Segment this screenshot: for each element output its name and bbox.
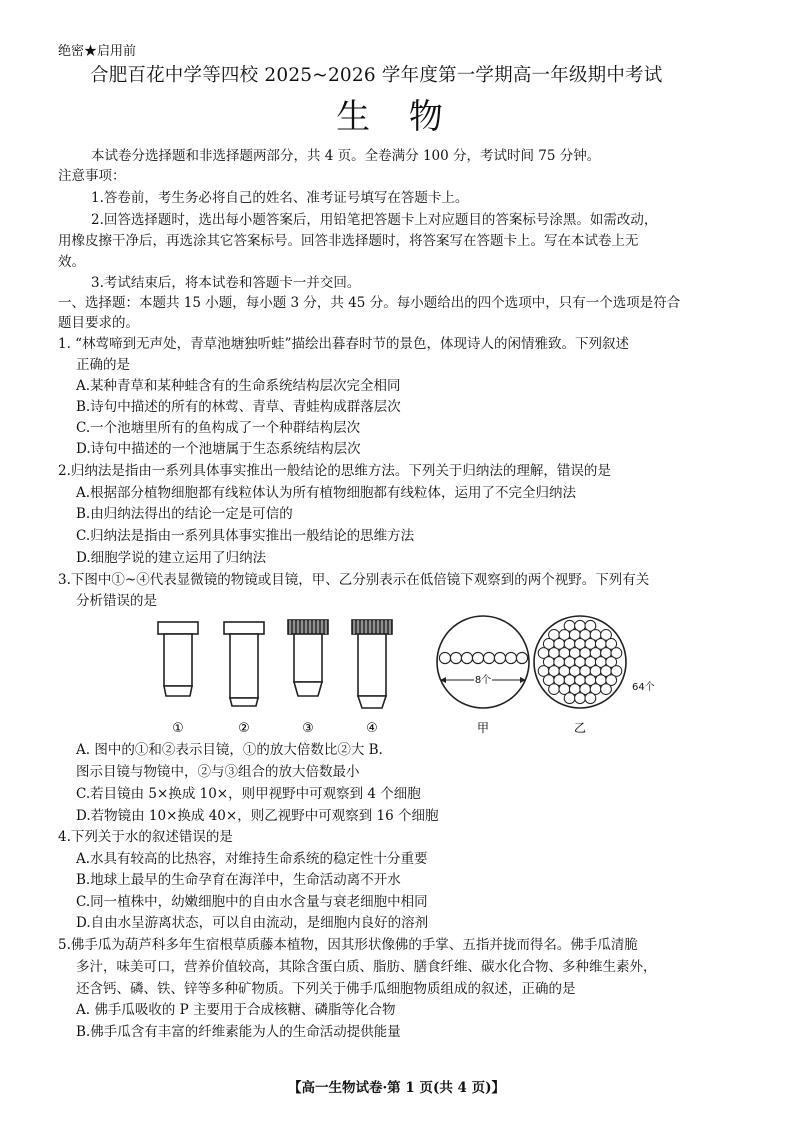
q2-stem: 2.归纳法是指由一系列具体事实推出一般结论的思维方法。下列关于归纳法的理解，错误的是 <box>58 463 611 479</box>
q4-stem: 4.下列关于水的叙述错误的是 <box>58 829 233 845</box>
section-1-line-1: 一、选择题：本题共 15 小题，每小题 3 分，共 45 分。每小题给出的四个选项中，只有一个选项是符合 <box>58 295 681 311</box>
notes-heading: 注意事项： <box>58 168 126 184</box>
lens-2-drawing <box>224 622 264 706</box>
cell <box>601 684 612 695</box>
microscope-figure <box>150 612 655 740</box>
subject-title: 生 物 <box>336 97 457 137</box>
field-yi-label: 乙 <box>573 721 587 735</box>
q4-option-a: A.水具有较高的比热容，对维持生命系统的稳定性十分重要 <box>76 851 428 867</box>
field-jia-count-label: 8个 <box>474 675 492 686</box>
q5-option-a: A. 佛手瓜吸收的 P 主要用于合成核糖、磷脂等化合物 <box>76 1002 396 1018</box>
note-2-line-2: 用橡皮擦干净后，再选涂其它答案标号。回答非选择题时，将答案写在答题卡上。写在本试卷上无 <box>58 233 639 249</box>
q2-option-b: B.由归纳法得出的结论一定是可信的 <box>76 506 293 522</box>
q3-option-c: C.若目镜由 5×换成 10×，则甲视野中可观察到 4 个细胞 <box>76 786 421 802</box>
field-yi <box>534 616 655 708</box>
q3-stem-line-2: 分析错误的是 <box>76 593 157 609</box>
q5-stem-line-1: 5.佛手瓜为葫芦科多年生宿根草质藤本植物，因其形状像佛的手掌、五指并拢而得名。佛手瓜清脆 <box>58 937 638 953</box>
cell <box>575 693 586 704</box>
note-1: 1.答卷前，考生务必将自己的姓名、准考证号填写在答题卡上。 <box>91 190 469 206</box>
q1-option-c: C.一个池塘里所有的鱼构成了一个种群结构层次 <box>76 420 361 436</box>
lens-4-label: ④ <box>366 721 378 736</box>
q3-stem-line-1: 3.下图中①~④代表显微镜的物镜或目镜，甲、乙分别表示在低倍镜下观察到的两个视野。下列有关 <box>58 572 650 588</box>
q4-option-b: B.地球上最早的生命孕育在海洋中，生命活动离不开水 <box>76 872 401 888</box>
q1-option-d: D.诗句中描述的一个池塘属于生态系统结构层次 <box>76 441 361 457</box>
note-2-line-1: 2.回答选择题时，选出每小题答案后，用铅笔把答题卡上对应题目的答案标号涂黑。如需改动， <box>91 212 658 228</box>
q3-option-d: D.若物镜由 10×换成 40×，则乙视野中可观察到 16 个细胞 <box>76 808 439 824</box>
q1-option-b: B.诗句中描述的所有的林莺、青草、青蛙构成群落层次 <box>76 399 401 415</box>
field-jia-label: 甲 <box>476 721 490 735</box>
lens-1-drawing <box>158 622 198 696</box>
lens-3-label: ③ <box>302 721 314 736</box>
q1-option-a: A.某种青草和某种蛙含有的生命系统结构层次完全相同 <box>76 378 401 394</box>
field-jia <box>437 616 529 708</box>
cell <box>564 693 575 704</box>
note-3: 3.考试结束后，将本试卷和答题卡一并交回。 <box>91 275 361 291</box>
q1-stem-line-1: 1. “林莺啼到无声处，青草池塘独听蛙”描绘出暮春时节的景色，体现诗人的闲情雅致。下列叙述 <box>58 336 629 352</box>
q2-option-d: D.细胞学说的建立运用了归纳法 <box>76 550 267 566</box>
q4-option-d: D.自由水呈游离状态，可以自由流动，是细胞内良好的溶剂 <box>76 915 429 931</box>
note-2-line-3: 效。 <box>58 254 85 270</box>
q1-stem-line-2: 正确的是 <box>76 357 130 373</box>
q3-option-a: A. 图中的①和②表示目镜，①的放大倍数比②大 B. <box>76 742 383 758</box>
exam-title: 合肥百花中学等四校 2025~2026 学年度第一学期高一年级期中考试 <box>90 65 663 86</box>
q2-option-a: A.根据部分植物细胞都有线粒体认为所有植物细胞都有线粒体，运用了不完全归纳法 <box>76 485 577 501</box>
q2-option-c: C.归纳法是指由一系列具体事实推出一般结论的思维方法 <box>76 528 415 544</box>
q5-option-b: B.佛手瓜含有丰富的纤维素能为人的生命活动提供能量 <box>76 1024 401 1040</box>
q5-stem-line-2: 多汁，味美可口，营养价值较高，其除含蛋白质、脂肪、膳食纤维、碳水化合物、多种维生素外， <box>76 959 657 975</box>
lens-1-label: ① <box>172 721 184 736</box>
field-yi-count-label: 64个 <box>632 682 655 693</box>
exam-intro: 本试卷分选择题和非选择题两部分，共 4 页。全卷满分 100 分，考试时间 75 分钟。 <box>91 148 601 164</box>
secret-label: 绝密★启用前 <box>58 44 137 59</box>
cell <box>549 684 560 695</box>
q5-stem-line-3: 还含钙、磷、铁、锌等多种矿物质。下列关于佛手瓜细胞物质组成的叙述，正确的是 <box>76 981 576 997</box>
lens-4-drawing <box>352 620 392 708</box>
cell <box>585 693 596 704</box>
q3-option-b: 图示目镜与物镜中，②与③组合的放大倍数最小 <box>76 764 360 780</box>
q4-option-c: C.同一植株中，幼嫩细胞中的自由水含量与衰老细胞中相同 <box>76 894 428 910</box>
page-footer: 【高一生物试卷·第 1 页(共 4 页)】 <box>287 1080 506 1096</box>
lens-3-drawing <box>288 620 328 696</box>
lens-2-label: ② <box>238 721 250 736</box>
section-1-line-2: 题目要求的。 <box>58 315 139 331</box>
